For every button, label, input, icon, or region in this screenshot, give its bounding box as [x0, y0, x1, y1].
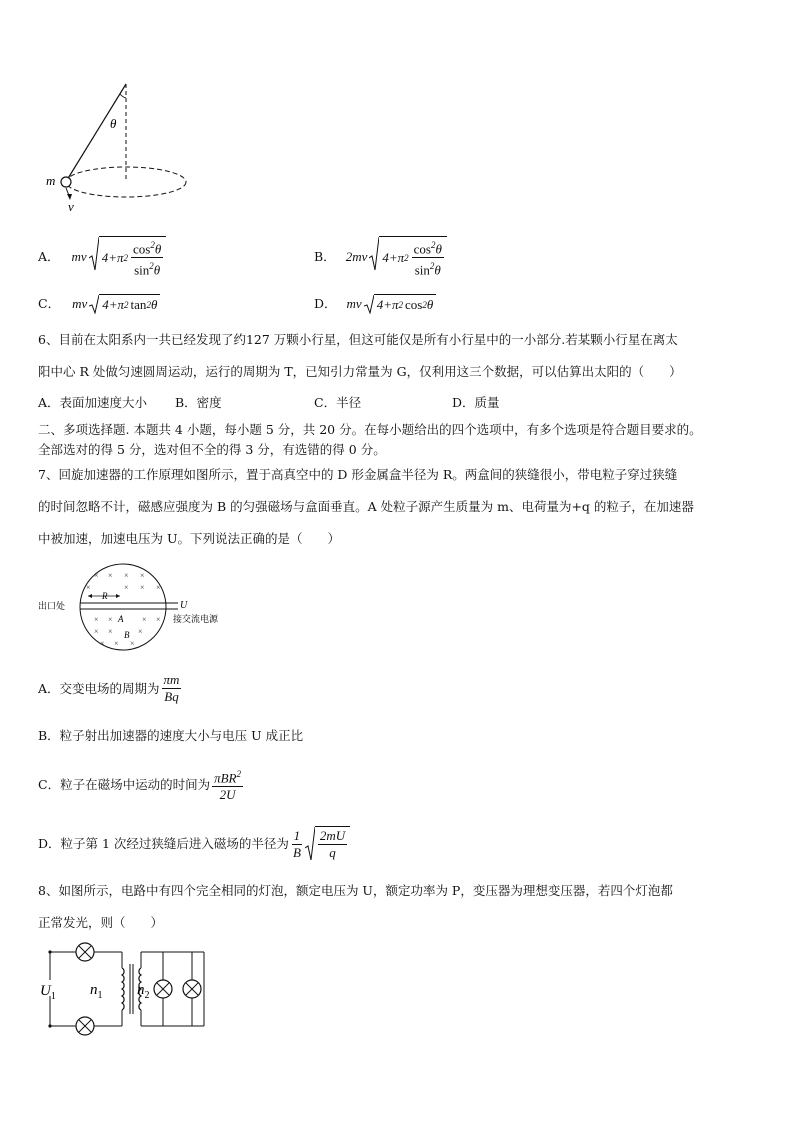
q6-option-d: D．质量 [452, 395, 500, 410]
den-exponent: 2 [149, 261, 154, 272]
source-a-label: A [118, 614, 124, 624]
svg-text:×: × [124, 571, 129, 580]
svg-text:×: × [94, 571, 99, 580]
q5-option-a [38, 236, 166, 279]
svg-text:×: × [86, 583, 91, 592]
svg-text:×: × [108, 615, 113, 624]
lamp-icon [76, 943, 94, 961]
velocity-label: v [68, 199, 74, 214]
svg-text:×: × [108, 627, 113, 636]
u1-label: U [40, 983, 51, 999]
pi-exponent: 2 [404, 252, 409, 263]
num-theta: θ [154, 241, 162, 257]
trig-fn: tan [130, 296, 147, 312]
svg-text:×: × [138, 627, 143, 636]
exit-label: 出口处 [38, 601, 66, 611]
formula-prefix: 2mv [345, 249, 368, 265]
svg-text:×: × [140, 571, 145, 580]
num-exponent: 2 [431, 240, 436, 250]
n2-subscript: 2 [144, 990, 150, 1001]
svg-text:×: × [94, 615, 99, 624]
svg-text:×: × [156, 583, 161, 592]
q7-line-3: 中被加速，加速电压为 U。下列说法正确的是（ ） [38, 531, 341, 546]
q5-option-b [314, 236, 447, 279]
option-label: C． [38, 296, 61, 311]
option-label: D． [314, 296, 337, 311]
fraction-numerator: 1 [293, 827, 301, 843]
option-c-text: C．粒子在磁场中运动的时间为 [38, 776, 211, 792]
q6-line-2: 阳中心 R 处做匀速圆周运动，运行的周期为 T，已知引力常量为 G，仅利用这三个数据，可以估算出太阳的（ ） [38, 364, 682, 379]
fn-theta: θ [426, 296, 434, 312]
option-c-fraction [212, 766, 243, 803]
field-b-label: B [124, 630, 130, 640]
radius-label: R [102, 591, 108, 601]
q7-option-b: B．粒子射出加速器的速度大小与电压 U 成正比 [38, 728, 304, 743]
conical-pendulum-figure [40, 82, 200, 214]
fraction-denominator: B [292, 844, 301, 860]
option-a-fraction [162, 672, 182, 705]
q7-line-2: 的时间忽略不计，磁感应强度为 B 的匀强磁场与盒面垂直。A 处粒子源产生质量为 m、电荷量为+q 的粒子，在加速器 [38, 499, 694, 514]
q5-option-c [38, 294, 160, 314]
option-d-formula [347, 294, 437, 314]
transformer-circuit-figure [38, 938, 218, 1038]
numerator-fn: cos [133, 241, 151, 257]
svg-text:×: × [108, 571, 113, 580]
q6-option-a: A．表面加速度大小 [38, 395, 148, 410]
radicand-numerator: 2mU [319, 828, 346, 843]
denominator-fn: sin [414, 262, 430, 278]
svg-text:×: × [94, 627, 99, 636]
n2-label: n [137, 982, 145, 998]
radicand-start: 4+π [102, 296, 125, 312]
option-d-fraction [291, 828, 303, 861]
n1-label: n [90, 982, 98, 998]
radicand-start: 4+π [382, 249, 405, 265]
den-theta: θ [434, 262, 441, 278]
lamp-icon [183, 980, 201, 998]
svg-text:×: × [114, 639, 119, 648]
ac-source-label: 接交流电源 [173, 614, 219, 624]
voltage-u-label: U [180, 600, 188, 611]
fn-exponent: 2 [146, 299, 151, 310]
mass-label: m [46, 173, 56, 188]
option-a-text: A．交变电场的周期为 [38, 680, 160, 696]
q7-option-d [38, 826, 350, 862]
svg-text:U1 [40, 983, 56, 1002]
trig-fn: cos [405, 296, 423, 312]
den-exponent: 2 [429, 261, 435, 272]
u1-subscript: 1 [50, 991, 56, 1002]
svg-text:×: × [100, 639, 105, 648]
pi-exponent: 2 [124, 299, 129, 310]
formula-prefix: mv [72, 296, 88, 311]
num-exponent: 2 [150, 240, 155, 250]
svg-text:n1 [90, 982, 103, 1001]
svg-text:×: × [140, 583, 145, 592]
svg-text:×: × [142, 615, 147, 624]
pi-exponent: 2 [398, 299, 403, 310]
svg-text:×: × [130, 639, 135, 648]
formula-prefix: mv [346, 296, 362, 311]
lamp-icon [154, 980, 172, 998]
q7-option-c [38, 766, 243, 803]
q5-option-d [314, 294, 436, 314]
option-c-formula [72, 294, 160, 314]
n1-subscript: 1 [97, 990, 103, 1001]
radicand-denominator: q [329, 845, 336, 860]
theta-label: θ [110, 116, 117, 131]
numerator-fn: cos [413, 241, 431, 257]
num-theta: θ [435, 241, 442, 257]
radicand-start: 4+π [101, 249, 124, 265]
q8-line-1: 8、如图所示，电路中有四个完全相同的灯泡，额定电压为 U，额定功率为 P，变压器为理想变压器，若四个灯泡都 [38, 883, 673, 898]
pi-exponent: 2 [123, 252, 128, 263]
q6-line-1: 6、目前在太阳系内一共已经发现了约127 万颗小行星，但这可能仅是所有小行星中的一小部分.若某颗小行星在离太 [38, 332, 678, 347]
option-label: A． [38, 249, 60, 265]
fraction-denominator: 2U [219, 787, 236, 803]
svg-text:×: × [124, 583, 129, 592]
section2-line-2: 全部选对的得 5 分，选对但不全的得 3 分，有选错的得 0 分。 [38, 442, 386, 457]
svg-text:×: × [156, 615, 161, 624]
lamp-icon [76, 1017, 94, 1035]
q8-line-2: 正常发光，则（ ） [38, 915, 164, 930]
den-theta: θ [153, 262, 161, 278]
option-b-formula [346, 236, 447, 279]
radicand-start: 4+π [376, 296, 399, 312]
option-d-sqrt [305, 826, 350, 862]
q7-option-a [38, 672, 181, 705]
numerator-exponent: 2 [236, 769, 241, 779]
fraction-denominator: Bq [164, 689, 179, 704]
q6-option-c: C．半径 [314, 395, 362, 410]
section2-line-1: 二、多项选择题. 本题共 4 小题，每小题 5 分，共 20 分。在每小题给出的四个选项中，有多个选项是符合题目要求的。 [38, 422, 702, 437]
formula-prefix: mv [71, 249, 87, 265]
fn-exponent: 2 [422, 299, 427, 310]
option-d-text: D．粒子第 1 次经过狭缝后进入磁场的半径为 [38, 836, 289, 851]
q7-line-1: 7、回旋加速器的工作原理如图所示，置于高真空中的 D 形金属盒半径为 R。两盒间的狭缝很小，带电粒子穿过狭缝 [38, 467, 678, 482]
denominator-fn: sin [134, 262, 150, 278]
fraction-numerator: πm [163, 672, 180, 687]
option-label: B． [314, 249, 336, 265]
cyclotron-figure [38, 562, 238, 658]
fraction-numerator: πBR [214, 770, 237, 786]
option-a-formula [72, 236, 167, 279]
fn-theta: θ [150, 296, 158, 312]
q6-option-b: B．密度 [175, 395, 222, 410]
